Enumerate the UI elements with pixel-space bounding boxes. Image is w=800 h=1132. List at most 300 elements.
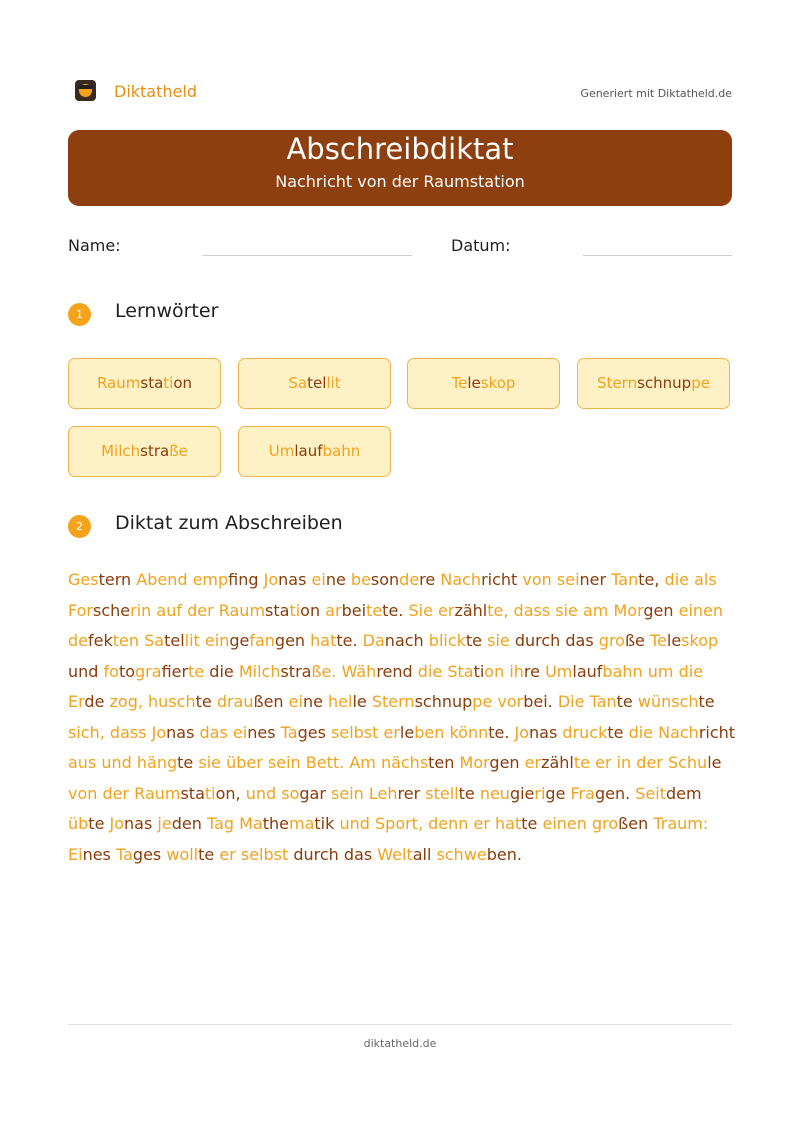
syllable: gen. [594,783,631,803]
dictation-word [555,601,578,620]
syllable: Die [557,692,585,711]
date-label: Datum: [451,236,511,255]
syllable: stra [140,442,170,460]
syllable: ßen [253,692,284,711]
dictation-word [440,570,517,589]
syllable: hel [328,692,353,711]
syllable: Ta [280,722,298,742]
syllable: zähl [454,600,488,620]
syllable: Welt [377,844,413,864]
dictation-word [68,753,96,772]
syllable: Milch [238,661,281,681]
syllable: so [281,783,300,803]
syllable: nes [82,844,111,864]
syllable: te [465,631,483,650]
syllable: le [666,631,682,650]
syllable: zähl [541,753,574,772]
syllable: te [88,814,105,833]
syllable: Te [451,374,468,392]
syllable: nach [384,631,424,650]
syllable: blick [428,631,466,650]
syllable: Ges [68,570,99,589]
syllable: tel [164,631,185,650]
dictation-word [635,784,701,803]
syllable: re [419,570,436,589]
dictation-word [310,631,357,650]
dictation-word [198,753,221,772]
syllable: le [707,753,722,772]
syllable: könn [449,722,489,742]
syllable: be [350,570,371,589]
syllable: das [565,631,594,650]
dictation-word [381,753,454,772]
syllable: te [607,722,624,742]
dictation-word [679,601,723,620]
dictation-word [565,631,593,650]
dictation-word [599,631,645,650]
dictation-word [264,570,307,589]
syllable: ben. [486,844,522,864]
syllable: te [698,692,715,711]
syllable: sich, [68,722,105,742]
syllable: ne [302,692,323,711]
dictation-word [428,814,468,833]
syllable: häng [136,753,178,772]
syllable: Raum [96,374,141,392]
syllable: lauf [572,661,603,681]
syllable: Te [649,631,667,650]
syllable: er [383,722,400,742]
dictation-word [377,845,431,864]
dictation-word [658,723,735,742]
syllable: sie [487,631,510,650]
dictation-word [268,753,301,772]
syllable: te [195,692,212,711]
syllable: ma [289,814,315,833]
syllable: sta [140,374,164,392]
dictation-word [522,570,551,589]
name-line[interactable] [202,255,412,256]
dictation-word [219,845,235,864]
syllable: als [694,570,717,589]
syllable: Nach [440,570,482,589]
syllable: nen [556,814,587,833]
syllable: ei [311,570,326,589]
syllable: Sport, [375,814,424,833]
syllable: emp [192,570,229,589]
dictation-word [193,570,259,589]
syllable: ße. [311,661,337,681]
syllable: tel [307,374,327,392]
syllable: am [582,600,609,620]
dictation-word [116,845,161,864]
syllable: drau [216,692,254,711]
syllable: Raum [134,783,181,803]
dictation-word [241,845,288,864]
syllable: nas [124,814,153,833]
syllable: te [198,844,215,864]
dictation-word [312,570,346,589]
dictation-word [339,814,369,833]
dictation-text [68,565,738,870]
syllable: Schu [667,753,708,772]
syllable: Tan [611,570,639,589]
syllable: de [68,631,88,650]
dictation-word [110,692,143,711]
dictation-word [363,631,424,650]
syllable: Jo [514,722,530,742]
dictation-word [68,814,104,833]
dictation-word [629,723,653,742]
syllable: Tag [206,814,235,833]
dictation-word [68,784,97,803]
dictation-word [157,814,201,833]
syllable: te. [488,722,510,742]
syllable: neu [479,783,510,803]
syllable: aus [68,753,97,772]
syllable: ei [678,600,693,620]
syllable: dass [109,722,147,742]
syllable: er [595,753,612,772]
syllable: te [616,692,633,711]
brand-name: Diktatheld [114,82,197,101]
syllable: re [523,661,540,681]
syllable: um [647,661,674,681]
syllable: lauf [294,442,323,460]
syllable: die [678,661,704,681]
syllable: die [664,570,689,589]
date-line[interactable] [583,255,732,256]
dictation-word [306,753,344,772]
dictation-word [514,601,551,620]
syllable: den [171,814,202,833]
syllable: lit [184,631,200,650]
syllable: Raum [218,600,266,620]
syllable: Sa [288,374,308,392]
syllable: le [399,722,415,742]
syllable: die [628,722,654,742]
syllable: on [484,661,505,681]
dictation-word [460,753,520,772]
dictation-word [289,692,323,711]
syllable: sei [556,570,580,589]
syllable: tern [98,570,132,589]
syllable: Sie [408,600,433,620]
dictation-word [351,570,435,589]
dictation-word [429,631,482,650]
syllable: zog, [109,692,143,711]
syllable: ei [232,722,248,742]
syllable: Seit [635,783,666,803]
footer-url: diktatheld.de [363,1037,437,1050]
syllable: richt [481,570,518,589]
dictation-word [101,753,131,772]
syllable: sein [267,753,301,772]
dictation-word [437,845,522,864]
syllable: sche [93,600,131,620]
dictation-word [103,784,130,803]
dictation-word [515,631,560,650]
syllable: er [438,600,455,620]
syllable: ne [325,570,346,589]
dictation-word [617,753,632,772]
syllable: von [68,783,98,803]
syllable: Sa [144,631,165,650]
dictation-word [668,753,722,772]
dictation-word [328,692,367,711]
syllable: to [118,661,136,681]
dictation-word [68,692,104,711]
syllable: ße [624,631,645,650]
syllable: gra [135,661,162,681]
syllable: von [522,570,552,589]
syllable: stell [425,783,459,803]
syllable: ti [473,661,485,681]
page-header [68,80,732,108]
syllable: ti [204,783,216,803]
dictation-word [487,631,510,650]
dictation-word [239,662,337,681]
syllable: sie [555,600,578,620]
dictation-word [474,814,490,833]
dictation-word [200,723,228,742]
syllable: te [188,661,205,681]
syllable: das [199,722,228,742]
dictation-word [207,814,234,833]
syllable: der [102,783,130,803]
dictation-word [110,723,147,742]
section-title: Lernwörter [115,300,219,322]
syllable: Um [545,661,573,681]
syllable: nas [166,722,195,742]
learning-word-card [238,426,391,477]
syllable: und [245,783,277,803]
dictation-word [636,753,663,772]
syllable: und [339,814,370,833]
syllable: fek [88,631,113,650]
syllable: A [136,570,148,589]
syllable: nas [278,570,307,589]
syllable: ein [204,631,230,650]
syllable: bei [341,600,367,620]
dictation-word [509,662,540,681]
syllable: selbst [331,722,379,742]
syllable: der [187,600,214,620]
syllable: te [573,753,590,772]
syllable: te, [487,600,509,620]
learning-word-card [68,426,221,477]
dictation-word [349,753,376,772]
syllable: dass [513,600,551,620]
syllable: dem [665,783,702,803]
syllable: te [458,783,475,803]
dictation-word [68,631,139,650]
syllable: son [370,570,400,589]
dictation-word [281,723,326,742]
syllable: gen [643,600,674,620]
syllable: ar [325,600,342,620]
syllable: hat [310,631,337,650]
dictation-word [187,601,214,620]
syllable: selbst [240,844,289,864]
syllable: denn [428,814,469,833]
syllable: der [636,753,663,772]
dictation-word [525,753,590,772]
dictation-word [648,662,674,681]
syllable: fan [249,631,275,650]
syllable: durch [514,631,561,650]
syllable: te [366,600,383,620]
dictation-word [480,784,566,803]
syllable: er [524,753,542,772]
syllable: gen [274,631,306,650]
dictation-word [325,601,403,620]
syllable: fier [161,661,189,681]
syllable: Jo [151,722,167,742]
learning-word-card [407,358,560,409]
syllable: Ei [68,844,83,864]
dictation-word [375,814,423,833]
syllable: rer [397,783,421,803]
syllable: ges [297,722,326,742]
syllable: Nach [658,722,699,742]
syllable: the [262,814,289,833]
syllable: Bett. [305,753,345,772]
syllable: te [521,814,538,833]
syllable: richt [698,722,736,742]
syllable: Stern [597,374,638,392]
syllable: te. [336,631,358,650]
dictation-word [497,692,552,711]
dictation-word [209,662,233,681]
syllable: Ma [239,814,263,833]
dictation-word [611,570,659,589]
syllable: üb [68,814,89,833]
dictation-word [281,784,326,803]
syllable: skop [681,631,719,650]
syllable: Sta [447,661,474,681]
syllable: in [616,753,632,772]
syllable: on, [215,783,241,803]
title-banner [68,130,732,206]
syllable: Tan [589,692,617,711]
syllable: je [157,814,172,833]
dictation-word [542,814,586,833]
syllable: ben [414,722,445,742]
syllable: gro [591,814,619,833]
syllable: Ta [115,844,133,864]
syllable: sta [265,600,290,620]
dictation-word [595,753,611,772]
syllable: hat [495,814,522,833]
syllable: te [177,753,194,772]
dictation-word [68,601,151,620]
dictation-word [590,692,633,711]
syllable: Traum: [653,814,709,833]
syllable: vor [497,692,524,711]
dictation-word [408,601,432,620]
syllable: ges [132,844,162,864]
dictation-word [226,753,263,772]
dictation-word [653,814,708,833]
syllable: das [343,844,373,864]
dictation-word [136,570,187,589]
syllable: ri [534,783,546,803]
dictation-word [384,723,445,742]
syllable: de [84,692,105,711]
syllable: ge [229,631,250,650]
syllable: bei. [523,692,553,711]
name-label: Name: [68,236,121,255]
syllable: Da [362,631,385,650]
syllable: bend [147,570,188,589]
dictation-word [68,723,105,742]
diktatheld-logo-icon [75,80,96,101]
syllable: Fra [570,783,595,803]
dictation-word [613,601,673,620]
dictation-word [418,662,442,681]
dictation-word [344,845,372,864]
syllable: gen [489,753,520,772]
syllable: Leh [368,783,398,803]
dictation-word [144,631,200,650]
syllable: For [68,600,93,620]
dictation-word [239,814,334,833]
syllable: te, [638,570,660,589]
dictation-word [515,723,558,742]
dictation-word [166,845,214,864]
syllable: nen [692,600,724,620]
syllable: ti [163,374,174,392]
syllable: bahn [322,442,361,460]
syllable: tik [314,814,335,833]
syllable: on [173,374,193,392]
dictation-word [148,692,212,711]
dictation-word [679,662,703,681]
syllable: le [352,692,367,711]
dictation-word [134,784,240,803]
section-number-badge: 1 [68,303,91,326]
syllable: Stern [371,692,415,711]
syllable: durch [293,844,339,864]
worksheet-subtitle: Nachricht von der Raumstation [275,172,525,191]
syllable: gie [509,783,535,803]
dictation-word [342,662,413,681]
syllable: ten [428,753,455,772]
syllable: all [412,844,432,864]
dictation-word [449,723,509,742]
dictation-word [694,570,717,589]
syllable: gro [598,631,625,650]
syllable: die [417,661,443,681]
dictation-word [372,692,492,711]
syllable: lit [326,374,341,392]
syllable: husch [148,692,196,711]
learning-word-card [238,358,391,409]
dictation-word [495,814,537,833]
dictation-word [68,845,111,864]
syllable: ge [545,783,566,803]
dictation-word [425,784,474,803]
syllable: ei [288,692,303,711]
syllable: Jo [263,570,279,589]
syllable: de [399,570,420,589]
syllable: Er [68,692,85,711]
dictation-word [246,784,276,803]
syllable: nächs [380,753,429,772]
syllable: ten [112,631,140,650]
learning-word-card [577,358,730,409]
